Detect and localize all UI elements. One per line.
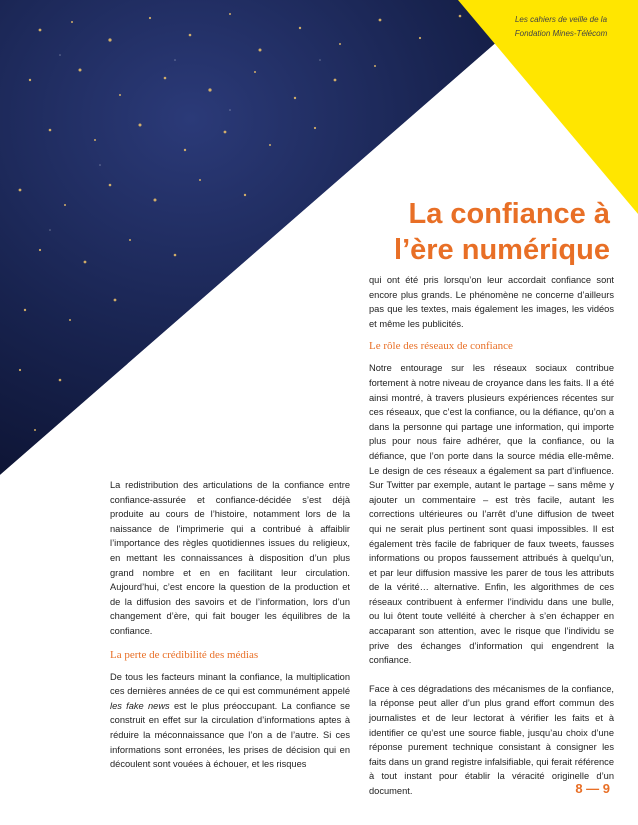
right-column — [369, 273, 614, 799]
header-line-2: Fondation Mines-Télécom — [514, 29, 608, 38]
title-line-1: La confiance à — [408, 198, 610, 230]
page-title — [340, 196, 610, 268]
section-heading-media: La perte de crédibilité des médias — [110, 648, 259, 661]
left-p2-start: De tous les facteurs minant la confiance, la multiplication ces dernières années de ce qui est communément appelé — [110, 671, 350, 697]
publication-header — [492, 13, 630, 41]
left-paragraph-1: La redistribution des articulations de la confiance entre confiance-assurée et confiance-décidée s’est déjà produite au cours de l’histoire, notamment lors de la naissance de l’imprimerie qui a contribué à affaiblir l’importance des règles quotidiennes issues du religieux, en mettant les connaissances à disposition d’un plus grand nombre et en en facilitant leur circulation. Aujourd’hui, c’est encore la question de la production et de la diffusion des savoirs et de l’information, lors d’un changement d’ère, qui fait bouger les équilibres de la confiance. — [110, 480, 350, 636]
right-paragraph-3: Face à ces dégradations des mécanismes de la confiance, la réponse peut aller d’un plus grand effort commun des journalistes et de leur lectorat à vérifier les faits et à identifier ce qu’est une source fiable, jusqu’au choix d’une réponse purement technique consistant à consigner les faits dans un grand registre infalsifiable, qui ferait référence à tout instant pour établir la véracité originelle d’un document. — [369, 683, 614, 796]
page-number: 8 — 9 — [575, 781, 610, 796]
right-paragraph-1: qui ont été pris lorsqu’on leur accordait confiance sont encore plus grands. Le phénomène ne concerne d’ailleurs pas que les textes, mais également les images, les vidéos et même les publicités. — [369, 275, 614, 329]
title-line-2: l’ère numérique — [394, 234, 610, 266]
section-heading-networks: Le rôle des réseaux de confiance — [369, 340, 513, 353]
left-paragraph-2 — [110, 670, 350, 772]
header-line-1: Les cahiers de veille de la — [514, 15, 608, 24]
left-column — [110, 478, 350, 772]
left-p2-end: est le plus préoccupant. La confiance se construit en effet sur la circulation d’informations aptes à réduire la méconnaissance que l’on a de l’autre. Si ces informations sont erronées, les prises de décision qui en découlent sont vouées à échouer, et les risques — [110, 700, 350, 770]
right-paragraph-2: Notre entourage sur les réseaux sociaux contribue fortement à notre niveau de croyance dans les faits. Il a été ainsi montré, à travers plusieurs expériences récentes sur ces réseaux, que c’est la confiance, ou la défiance, qu’on a dans la personne qui partage une information, qui importe plus pour nous faire adhérer, que la confiance, ou la défiance, que l’on porte dans la source média elle-même. Le design de ces réseaux a également sa part d’influence. Sur Twitter par exemple, autant le partage – sans même y ajouter un commentaire – est très facile, autant les corrections ultérieures ou l’arrêt d’une diffusion de tweet qui ne serait plus pertinent sont quasi impossibles. Il est également très facile de fabriquer de faux tweets, fausses informations ou propos faussement attribués à quelqu’un, et par leur diffusion massive les parer de tous les attributs de la vérité… alternative. Enfin, les algorithmes de ces réseaux contribuent à enfermer l’individu dans une bulle, ou lui ôtent toute velléité à chercher à s’en échapper en accaparant son attention, avec le risque que l’individu se prive des échanges d’information qui engendrent la confiance. — [369, 363, 614, 666]
fake-news-emphasis: les fake news — [110, 700, 170, 711]
